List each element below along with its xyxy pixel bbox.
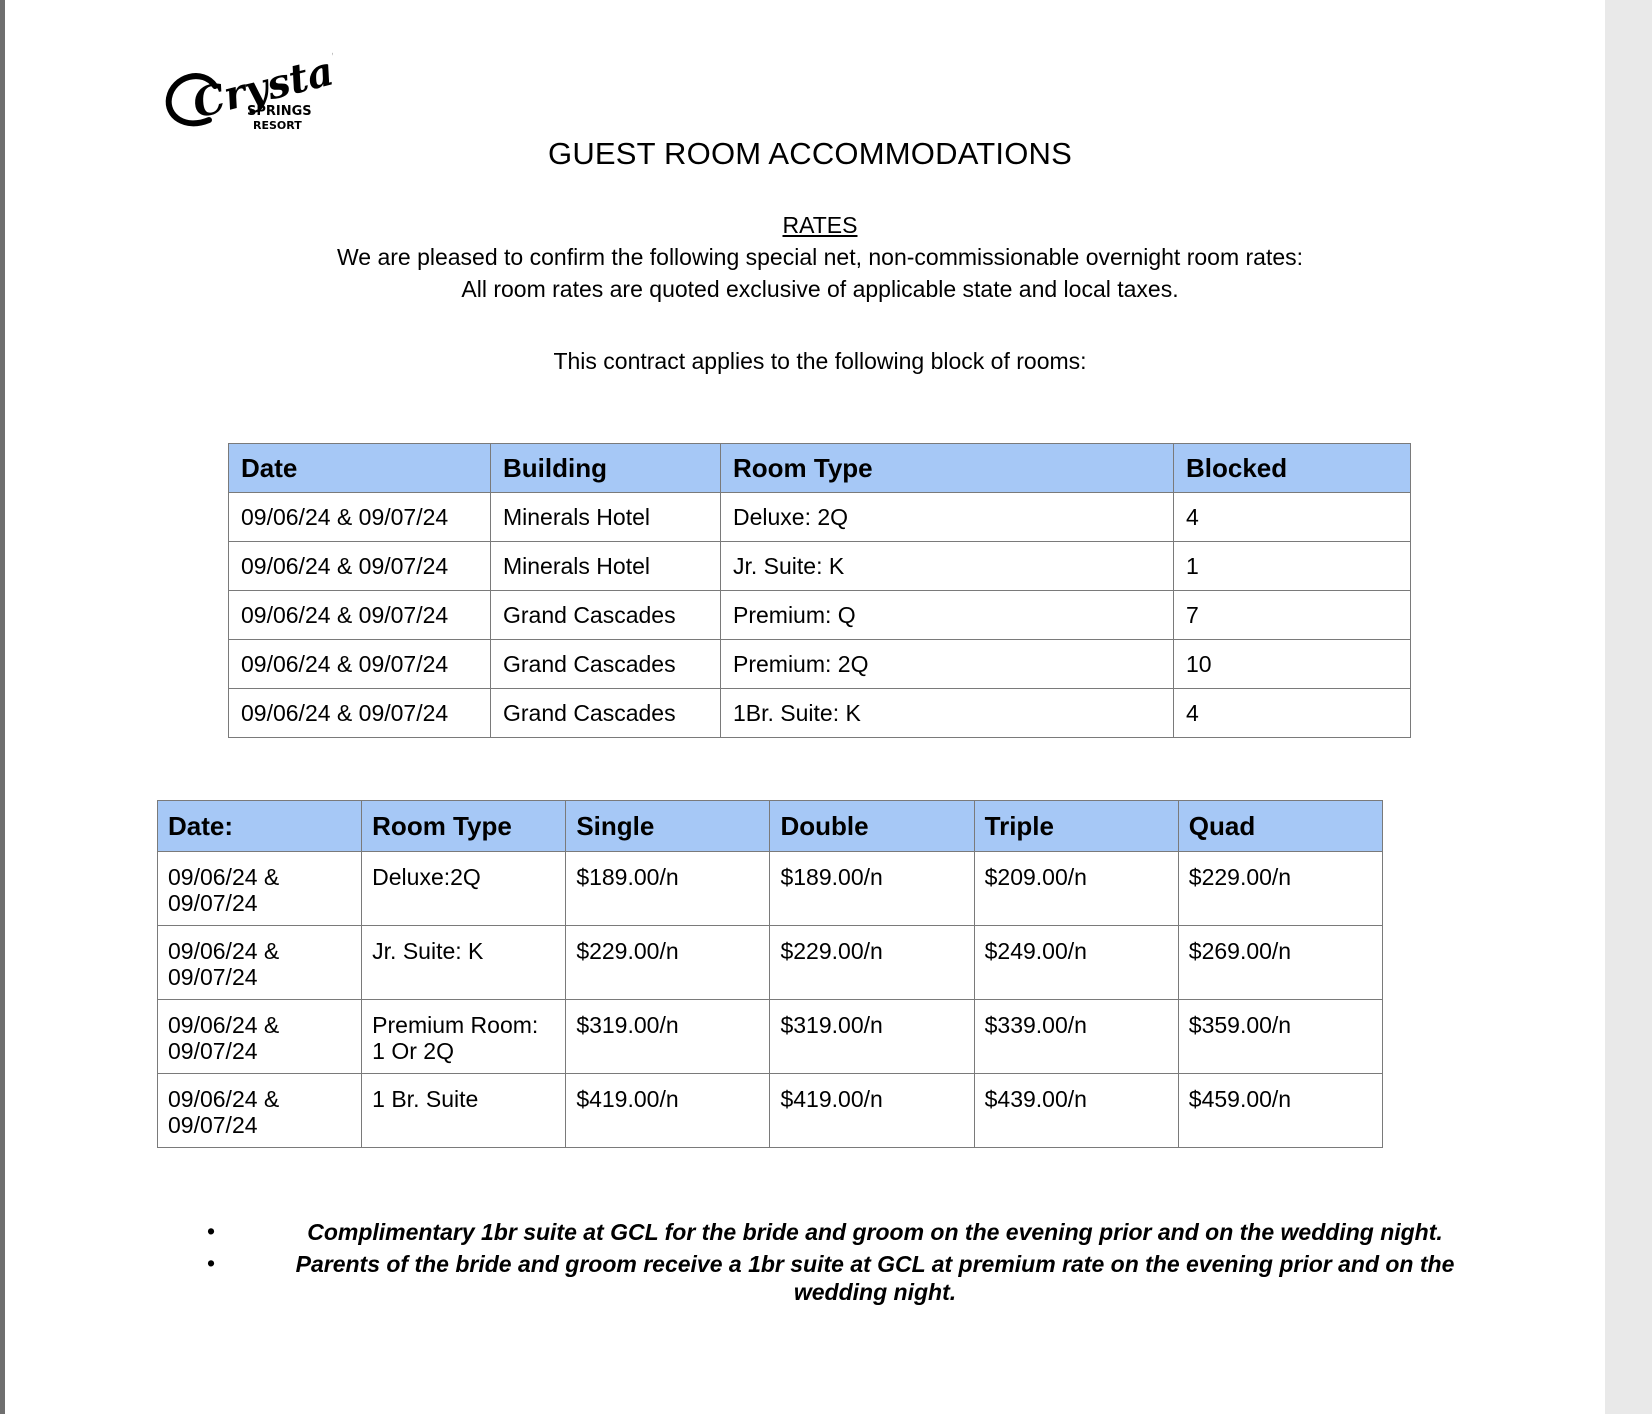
rates-heading: RATES — [782, 212, 858, 238]
block-date-cell: 09/06/24 & 09/07/24 — [229, 689, 491, 738]
block-date-cell: 09/06/24 & 09/07/24 — [229, 542, 491, 591]
rate-date-cell: 09/06/24 & 09/07/24 — [158, 1074, 362, 1148]
block-building-cell: Grand Cascades — [491, 689, 721, 738]
rate-single-cell: $229.00/n — [566, 926, 770, 1000]
rate-room-type-cell: Deluxe:2Q — [362, 852, 566, 926]
block-date-cell: 09/06/24 & 09/07/24 — [229, 493, 491, 542]
list-item — [195, 1250, 1495, 1306]
block-header-cell: Building — [491, 444, 721, 493]
notes-list — [195, 1218, 1495, 1310]
table-row — [229, 493, 1411, 542]
logo-mark — [163, 46, 333, 146]
logo-springs: SPRINGS — [247, 104, 312, 119]
table-row — [158, 1000, 1383, 1074]
rate-header-cell: Triple — [974, 801, 1178, 852]
rate-quad-cell: $269.00/n — [1178, 926, 1382, 1000]
block-intro: This contract applies to the following block of rooms: — [553, 348, 1087, 374]
block-room-type-cell: 1Br. Suite: K — [721, 689, 1174, 738]
block-room-type-cell: Jr. Suite: K — [721, 542, 1174, 591]
block-header-cell: Room Type — [721, 444, 1174, 493]
intro-line-1: We are pleased to confirm the following special net, non-commissionable overnight room rates: — [336, 244, 1304, 270]
note-text: Parents of the bride and groom receive a 1br suite at GCL at premium rate on the evening prior and on the wedding night. — [295, 1251, 1455, 1305]
block-building-cell: Grand Cascades — [491, 591, 721, 640]
crystal-springs-logo — [163, 46, 333, 146]
block-header-cell: Date — [229, 444, 491, 493]
block-count-cell: 4 — [1174, 689, 1411, 738]
bullet-icon: • — [207, 1250, 216, 1276]
block-count-cell: 4 — [1174, 493, 1411, 542]
block-building-cell: Minerals Hotel — [491, 542, 721, 591]
block-building-cell: Grand Cascades — [491, 640, 721, 689]
table-row — [229, 591, 1411, 640]
rate-date-cell: 09/06/24 & 09/07/24 — [158, 852, 362, 926]
rate-triple-cell: $209.00/n — [974, 852, 1178, 926]
rate-table-header-row — [158, 801, 1383, 852]
table-row — [158, 1074, 1383, 1148]
rate-single-cell: $419.00/n — [566, 1074, 770, 1148]
block-date-cell: 09/06/24 & 09/07/24 — [229, 591, 491, 640]
block-header-cell: Blocked — [1174, 444, 1411, 493]
block-date-cell: 09/06/24 & 09/07/24 — [229, 640, 491, 689]
rate-date-cell: 09/06/24 & 09/07/24 — [158, 1000, 362, 1074]
rate-triple-cell: $339.00/n — [974, 1000, 1178, 1074]
rate-header-cell: Double — [770, 801, 974, 852]
table-row — [158, 926, 1383, 1000]
note-text: Complimentary 1br suite at GCL for the bride and groom on the evening prior and on the wedding night. — [307, 1219, 1443, 1245]
rate-double-cell: $229.00/n — [770, 926, 974, 1000]
rate-double-cell: $319.00/n — [770, 1000, 974, 1074]
room-block-table — [228, 443, 1411, 738]
rate-room-type-cell: Jr. Suite: K — [362, 926, 566, 1000]
rate-single-cell: $319.00/n — [566, 1000, 770, 1074]
logo-resort: RESORT — [253, 119, 302, 132]
logo-script: Crystal — [188, 46, 333, 128]
table-row — [229, 640, 1411, 689]
rate-header-cell: Date: — [158, 801, 362, 852]
rate-room-type-cell: 1 Br. Suite — [362, 1074, 566, 1148]
rate-header-cell: Quad — [1178, 801, 1382, 852]
intro-line-2: All room rates are quoted exclusive of applicable state and local taxes. — [461, 276, 1179, 302]
document-page — [5, 0, 1605, 1414]
block-building-cell: Minerals Hotel — [491, 493, 721, 542]
rate-date-cell: 09/06/24 & 09/07/24 — [158, 926, 362, 1000]
page-title: GUEST ROOM ACCOMMODATIONS — [548, 136, 1072, 171]
room-rate-table — [157, 800, 1383, 1148]
block-room-type-cell: Deluxe: 2Q — [721, 493, 1174, 542]
rate-double-cell: $419.00/n — [770, 1074, 974, 1148]
rate-header-cell: Single — [566, 801, 770, 852]
table-row — [229, 542, 1411, 591]
rate-quad-cell: $459.00/n — [1178, 1074, 1382, 1148]
block-count-cell: 1 — [1174, 542, 1411, 591]
block-count-cell: 10 — [1174, 640, 1411, 689]
bullet-icon: • — [207, 1218, 216, 1244]
block-count-cell: 7 — [1174, 591, 1411, 640]
rate-room-type-cell: Premium Room: 1 Or 2Q — [362, 1000, 566, 1074]
rate-quad-cell: $359.00/n — [1178, 1000, 1382, 1074]
rate-double-cell: $189.00/n — [770, 852, 974, 926]
list-item — [195, 1218, 1495, 1246]
rate-single-cell: $189.00/n — [566, 852, 770, 926]
block-table-header-row — [229, 444, 1411, 493]
rate-header-cell: Room Type — [362, 801, 566, 852]
block-room-type-cell: Premium: Q — [721, 591, 1174, 640]
table-row — [158, 852, 1383, 926]
rate-triple-cell: $249.00/n — [974, 926, 1178, 1000]
block-room-type-cell: Premium: 2Q — [721, 640, 1174, 689]
rate-quad-cell: $229.00/n — [1178, 852, 1382, 926]
table-row — [229, 689, 1411, 738]
rate-triple-cell: $439.00/n — [974, 1074, 1178, 1148]
